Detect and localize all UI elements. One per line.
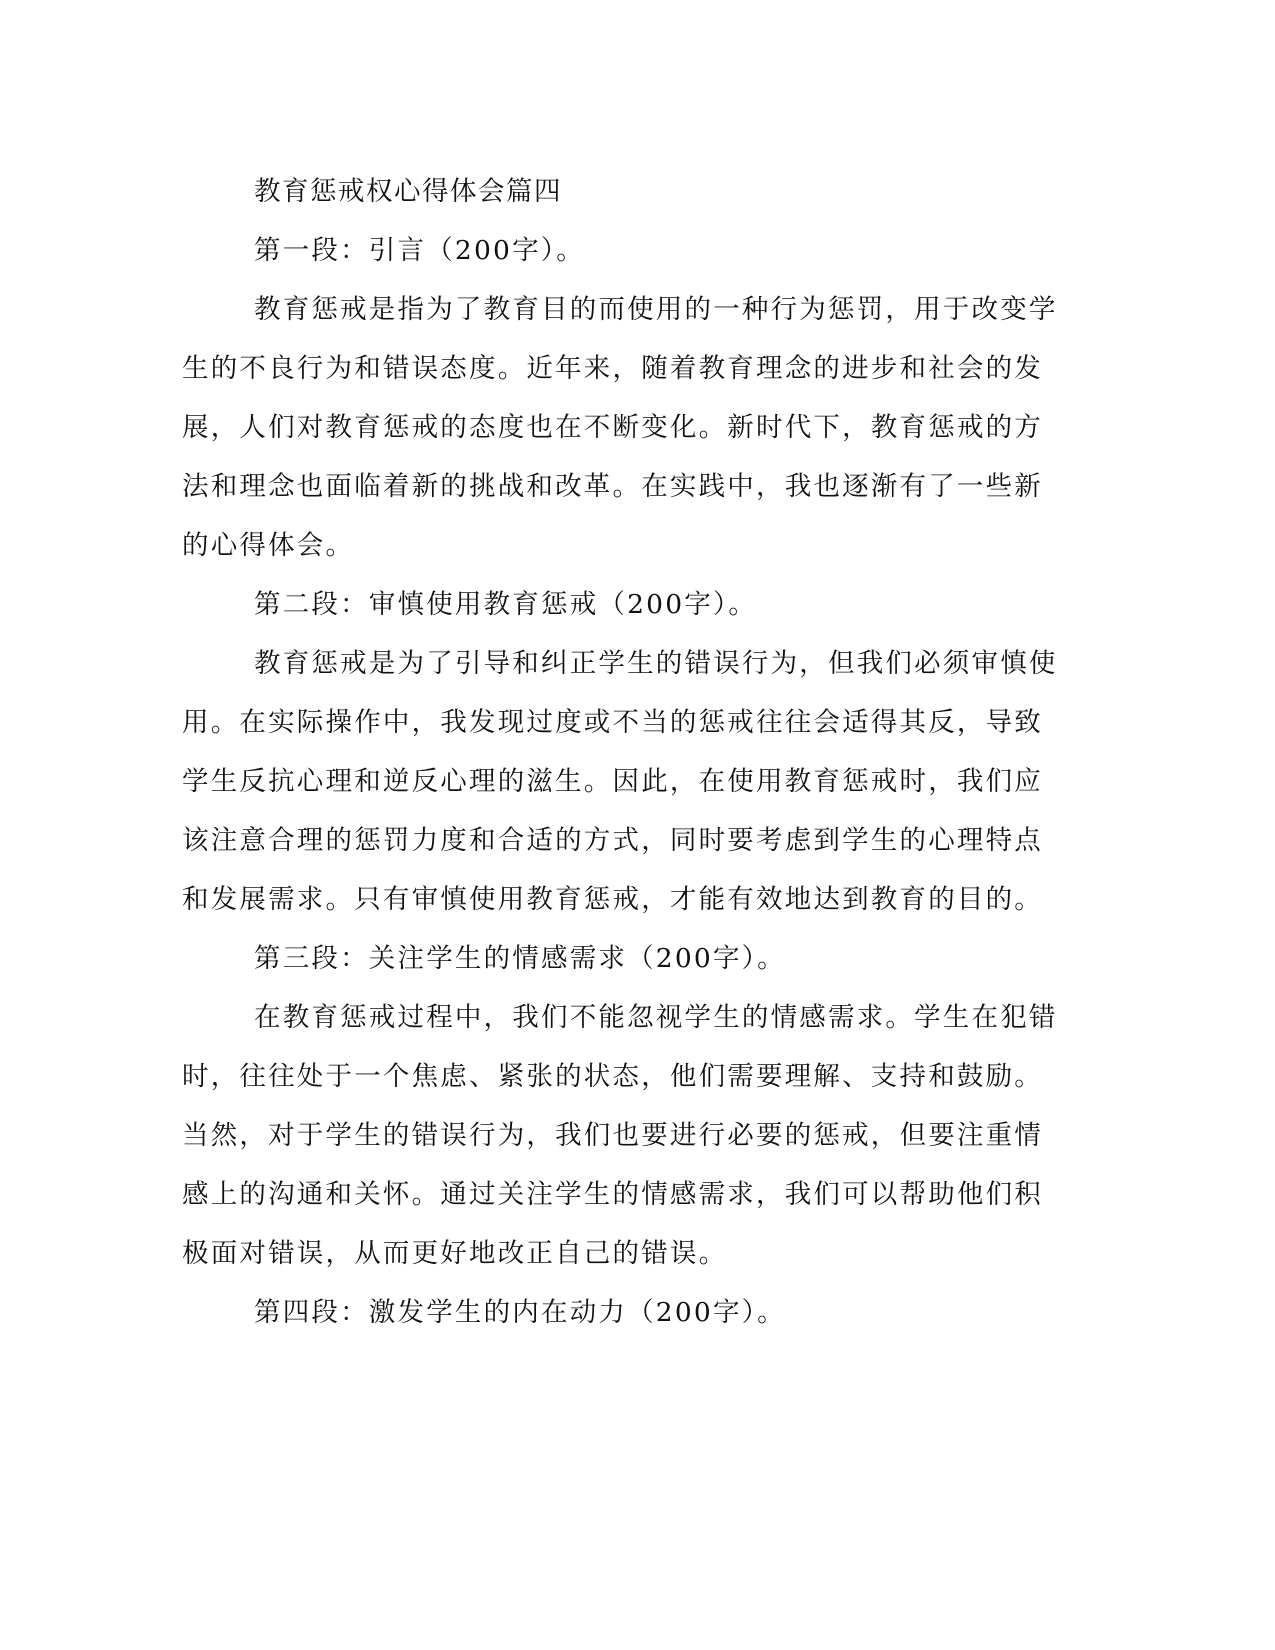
paragraph-line: 该注意合理的惩罚力度和合适的方式，同时要考虑到学生的心理特点	[182, 825, 1043, 856]
paragraph-line: 在教育惩戒过程中，我们不能忽视学生的情感需求。学生在犯错	[254, 1002, 1058, 1033]
paragraph-line: 极面对错误，从而更好地改正自己的错误。	[182, 1238, 728, 1269]
section-2-heading: 第二段：审慎使用教育惩戒（200字）。	[254, 589, 758, 620]
paragraph-line: 当然，对于学生的错误行为，我们也要进行必要的惩戒，但要注重情	[182, 1120, 1043, 1151]
paragraph-line: 展，人们对教育惩戒的态度也在不断变化。新时代下，教育惩戒的方	[182, 412, 1043, 443]
paragraph-line: 生的不良行为和错误态度。近年来，随着教育理念的进步和社会的发	[182, 353, 1043, 384]
paragraph-line: 的心得体会。	[182, 530, 355, 561]
document-body	[182, 162, 1058, 1342]
paragraph-line: 时，往往处于一个焦虑、紧张的状态，他们需要理解、支持和鼓励。	[182, 1061, 1043, 1092]
paragraph-line: 用。在实际操作中，我发现过度或不当的惩戒往往会适得其反，导致	[182, 707, 1043, 738]
paragraph-line: 和发展需求。只有审慎使用教育惩戒，才能有效地达到教育的目的。	[182, 884, 1043, 915]
section-4-heading: 第四段：激发学生的内在动力（200字）。	[254, 1297, 786, 1328]
section-3-heading: 第三段：关注学生的情感需求（200字）。	[254, 943, 786, 974]
paragraph-line: 法和理念也面临着新的挑战和改革。在实践中，我也逐渐有了一些新	[182, 471, 1043, 502]
paragraph-line: 学生反抗心理和逆反心理的滋生。因此，在使用教育惩戒时，我们应	[182, 766, 1043, 797]
paragraph-line: 教育惩戒是指为了教育目的而使用的一种行为惩罚，用于改变学	[254, 294, 1058, 325]
section-1-heading: 第一段：引言（200字）。	[254, 235, 585, 266]
paragraph-line: 教育惩戒是为了引导和纠正学生的错误行为，但我们必须审慎使	[254, 648, 1058, 679]
document-title: 教育惩戒权心得体会篇四	[254, 176, 562, 207]
paragraph-line: 感上的沟通和关怀。通过关注学生的情感需求，我们可以帮助他们积	[182, 1179, 1043, 1210]
